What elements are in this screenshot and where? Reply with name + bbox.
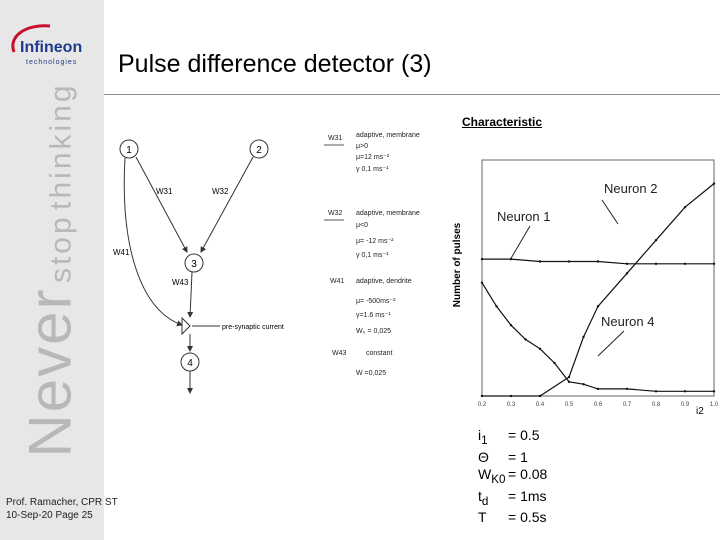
param-i1-symbol: i xyxy=(478,427,482,443)
legend-w31-line3: μ=12 ms⁻² xyxy=(356,154,390,161)
synapse-marker xyxy=(182,318,190,334)
sidebar-band xyxy=(0,0,104,540)
x-tick-label: 0.3 xyxy=(506,402,516,408)
param-wk0-symbol: W xyxy=(478,465,492,482)
data-point xyxy=(626,263,628,265)
data-point xyxy=(568,260,570,262)
data-point xyxy=(568,376,570,378)
legend-w41-line3: γ=1.6 ms⁻¹ xyxy=(356,312,391,319)
node-2-label: 2 xyxy=(256,145,262,156)
legend-w41-line1: adaptive, dendrite xyxy=(356,278,412,285)
annotation-neuron-2: Neuron 2 xyxy=(604,181,658,196)
param-td-symbol: t xyxy=(478,487,482,504)
x-axis-label: i2 xyxy=(696,406,704,417)
data-point xyxy=(481,282,483,284)
x-tick-label: 0.9 xyxy=(680,402,690,408)
data-point xyxy=(582,383,584,385)
tagline-never: Never xyxy=(16,287,84,458)
logo-main-text: Infineon xyxy=(20,39,83,56)
data-point xyxy=(495,305,497,307)
chart-title: Characteristic xyxy=(462,115,543,129)
param-row-theta xyxy=(478,449,547,466)
param-td-value: = 1ms xyxy=(508,487,547,504)
data-point xyxy=(655,263,657,265)
node-3-label: 3 xyxy=(191,259,197,270)
tagline-thinking: thinking xyxy=(44,82,78,210)
edge-3-synapse xyxy=(190,272,192,317)
x-tick-label: 1.0 xyxy=(709,402,719,408)
data-point xyxy=(481,395,483,397)
plot-frame xyxy=(482,160,714,396)
data-point xyxy=(539,395,541,397)
network-diagram xyxy=(110,125,420,410)
annotation-neuron-1: Neuron 1 xyxy=(497,209,551,224)
data-point xyxy=(684,390,686,392)
legend-w41-line4: W₀ = 0,025 xyxy=(356,328,392,335)
x-tick-label: 0.7 xyxy=(622,402,632,408)
data-point xyxy=(510,324,512,326)
legend-w32-line4: γ 0,1 ms⁻¹ xyxy=(356,252,389,259)
weight-label-w43: W43 xyxy=(172,278,189,287)
data-point xyxy=(582,336,584,338)
node-4-label: 4 xyxy=(187,358,193,369)
characteristic-chart xyxy=(450,130,720,420)
x-tick-label: 0.2 xyxy=(477,402,487,408)
param-wk0-value: = 0.08 xyxy=(508,465,548,482)
infineon-logo xyxy=(6,22,98,74)
x-tick-label: 0.8 xyxy=(651,402,661,408)
weight-label-w32: W32 xyxy=(212,187,229,196)
weight-label-w31: W31 xyxy=(156,187,173,196)
page-title: Pulse difference detector (3) xyxy=(118,50,432,78)
legend-w41-line2: μ= -500ms⁻² xyxy=(356,298,396,305)
y-axis-label: Number of pulses xyxy=(452,222,463,308)
data-point xyxy=(568,381,570,383)
title-divider xyxy=(104,94,720,95)
parameter-list xyxy=(478,427,547,526)
data-point xyxy=(713,390,715,392)
data-point xyxy=(626,272,628,274)
weight-label-w41: W41 xyxy=(113,248,130,257)
data-point xyxy=(626,388,628,390)
data-point xyxy=(539,260,541,262)
annotation-neuron-4: Neuron 4 xyxy=(601,314,655,329)
legend-w32-line1: adaptive, membrane xyxy=(356,210,420,217)
tagline xyxy=(16,82,85,457)
data-point xyxy=(597,260,599,262)
param-row-t xyxy=(478,509,547,526)
data-point xyxy=(539,348,541,350)
param-row-td xyxy=(478,488,547,510)
legend-key-w32: W32 xyxy=(328,210,343,217)
legend-w32-line2: μ<0 xyxy=(356,222,369,229)
edge-1-3 xyxy=(136,157,187,252)
presynaptic-label: pre-synaptic current xyxy=(222,324,284,331)
legend-key-w43: W43 xyxy=(332,350,347,357)
data-point xyxy=(510,395,512,397)
data-point xyxy=(713,182,715,184)
tagline-stop: stop xyxy=(44,214,78,284)
legend-w31-line1: adaptive, membrane xyxy=(356,132,420,139)
legend-key-w31: W31 xyxy=(328,135,343,142)
data-point xyxy=(684,263,686,265)
x-tick-label: 0.6 xyxy=(593,402,603,408)
legend-w31-line4: γ 0,1 ms⁻¹ xyxy=(356,166,389,173)
data-point xyxy=(524,338,526,340)
legend-w43-line2: W =0,025 xyxy=(356,370,387,377)
x-tick-label: 0.4 xyxy=(535,402,545,408)
edge-1-4 xyxy=(124,158,182,325)
param-row-i1 xyxy=(478,427,547,449)
data-point xyxy=(655,239,657,241)
footer-author: Prof. Ramacher, CPR ST xyxy=(6,497,118,508)
footer-date-page: 10-Sep-20 Page 25 xyxy=(6,510,93,521)
data-point xyxy=(713,263,715,265)
data-point xyxy=(553,362,555,364)
legend-key-w41: W41 xyxy=(330,278,345,285)
data-point xyxy=(684,206,686,208)
legend-w31-line2: μ>0 xyxy=(356,143,369,150)
data-point xyxy=(481,258,483,260)
param-row-wk0 xyxy=(478,466,547,488)
param-theta-value: = 1 xyxy=(508,448,528,465)
logo-sub-text: technologies xyxy=(26,59,78,66)
legend-w43-line1: constant xyxy=(366,350,393,357)
data-point xyxy=(597,305,599,307)
param-i1-value: = 0.5 xyxy=(508,427,540,443)
footer xyxy=(6,496,118,522)
param-t-symbol: T xyxy=(478,509,487,526)
param-t-value: = 0.5s xyxy=(508,509,547,526)
param-theta-symbol: Θ xyxy=(478,448,489,465)
param-wk0-sub: K0 xyxy=(491,472,506,486)
legend-w32-line3: μ= -12 ms⁻² xyxy=(356,238,394,245)
param-td-sub: d xyxy=(481,494,489,508)
node-1-label: 1 xyxy=(126,145,132,156)
data-point xyxy=(597,388,599,390)
param-i1-sub: 1 xyxy=(481,433,488,447)
data-point xyxy=(655,390,657,392)
edge-2-3 xyxy=(201,157,253,252)
x-tick-label: 0.5 xyxy=(564,402,574,408)
